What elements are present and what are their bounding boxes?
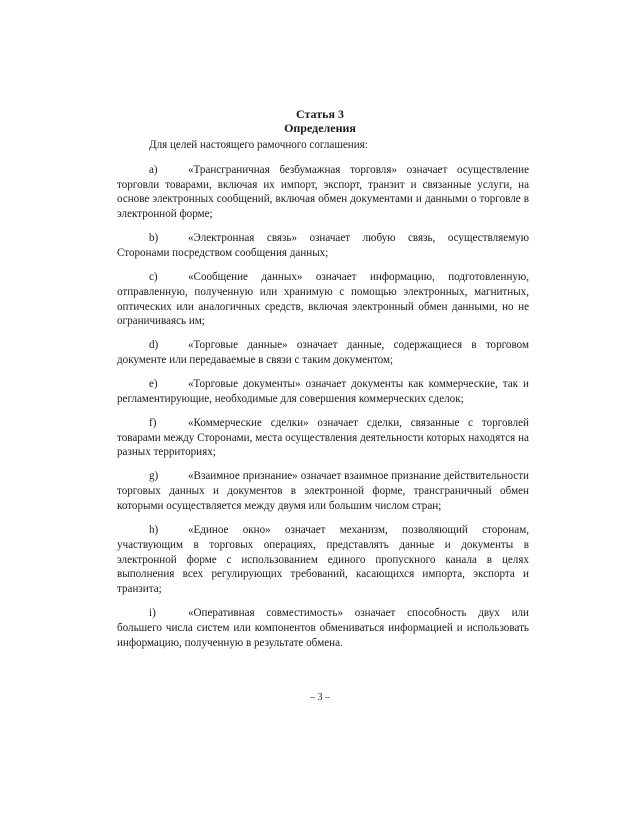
- definition-letter: c): [149, 270, 158, 283]
- definition-paragraph: [117, 523, 529, 597]
- page-number: – 3 –: [310, 692, 330, 703]
- definition-letter: e): [149, 378, 158, 391]
- article-body: [117, 138, 529, 660]
- definition-letter: i): [149, 607, 156, 620]
- definition-text: «Торговые данные» означает данные, содержащиеся в торговом документе или передаваемые в связи с таким документом;: [117, 339, 529, 367]
- definition-text: «Коммерческие сделки» означает сделки, связанные с торговлей товарами между Сторонами, места осуществления деятельности которых находятся на разных территориях;: [117, 416, 529, 459]
- definition-letter: d): [149, 339, 159, 352]
- article-heading: Определения: [284, 121, 356, 135]
- intro-paragraph: Для целей настоящего рамочного соглашения:: [149, 139, 368, 151]
- definition-paragraph: [117, 416, 529, 460]
- definition-letter: f): [149, 416, 157, 429]
- definition-text: «Трансграничная безбумажная торговля» означает осуществление торговли товарами, включая их импорт, экспорт, транзит и связанные услуги, на основе электронных сообщений, включая обмен документами и данными о торговле в электронной форме;: [117, 163, 529, 221]
- definition-letter: b): [149, 232, 159, 245]
- definition-letter: a): [149, 163, 158, 176]
- definition-paragraph: [117, 606, 529, 650]
- definition-text: «Сообщение данных» означает информацию, подготовленную, отправленную, полученную или хранимую с помощью электронных, магнитных, оптических или аналогичных средств, включая электронный обмен данными, но не ограничиваясь им;: [117, 270, 529, 328]
- definition-paragraph: [117, 377, 529, 407]
- definition-paragraph: [117, 231, 529, 261]
- definition-text: «Единое окно» означает механизм, позволяющий сторонам, участвующим в торговых операциях, представлять данные и документы в электронной форме с использованием единого пропускного канала в целях выполнения всех регулирующих требований, касающихся импорта, экспорта и транзита;: [117, 524, 529, 596]
- definition-paragraph: [117, 338, 529, 368]
- definition-letter: h): [149, 524, 159, 537]
- article-header: [0, 107, 640, 135]
- definition-text: «Оперативная совместимость» означает способность двух или большего числа систем или компонентов обмениваться информацией и использовать информацию, полученную в результате обмена.: [117, 607, 529, 649]
- definition-text: «Торговые документы» означает документы как коммерческие, так и регламентирующие, необходимые для совершения коммерческих сделок;: [117, 378, 529, 405]
- definition-text: «Взаимное признание» означает взаимное признание действительности торговых данных и документов в электронной форме, трансграничный обмен которыми осуществляется между двумя или большим числом стран;: [117, 470, 529, 513]
- definition-paragraph: [117, 270, 529, 329]
- definition-paragraph: [117, 163, 529, 222]
- definition-letter: g): [149, 470, 159, 483]
- definition-paragraph: [117, 469, 529, 513]
- article-number: Статья 3: [296, 107, 344, 121]
- definition-text: «Электронная связь» означает любую связь, осуществляемую Сторонами посредством сообщения данных;: [117, 232, 529, 259]
